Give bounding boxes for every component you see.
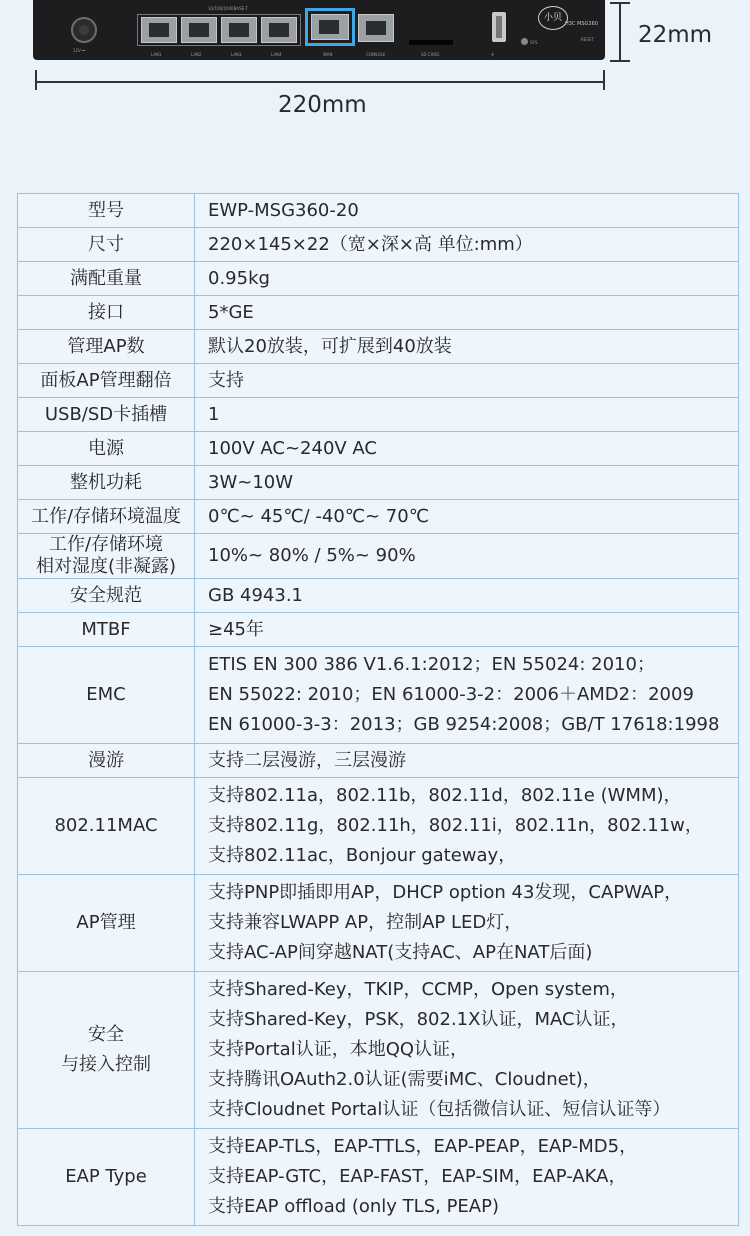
spec-value-line: 100V AC~240V AC bbox=[208, 437, 377, 459]
spec-row bbox=[18, 364, 739, 398]
sd-card-label: SD CARD bbox=[421, 52, 440, 57]
lan3-label: LAN3 bbox=[231, 52, 242, 57]
spec-value bbox=[195, 296, 739, 330]
spec-value-line: GB 4943.1 bbox=[208, 584, 304, 606]
spec-row bbox=[18, 262, 739, 296]
spec-key-line: EMC bbox=[86, 684, 126, 705]
spec-key bbox=[18, 579, 195, 613]
spec-value-line: 支持 bbox=[208, 369, 244, 391]
spec-key-line: 型号 bbox=[88, 199, 124, 221]
spec-key bbox=[18, 744, 195, 778]
spec-row bbox=[18, 647, 739, 744]
spec-key-line: 安全规范 bbox=[70, 584, 142, 606]
spec-value-line: 支持PNP即插即用AP，DHCP option 43发现，CAPWAP， bbox=[208, 882, 683, 903]
spec-row bbox=[18, 875, 739, 972]
spec-value bbox=[195, 579, 739, 613]
lan4-port bbox=[261, 17, 297, 43]
spec-key bbox=[18, 466, 195, 500]
width-dimension-line bbox=[35, 81, 605, 83]
spec-value-line: EN 61000-3-3：2013；GB 9254:2008；GB/T 17618:1998 bbox=[208, 714, 720, 735]
spec-value-line: 5*GE bbox=[208, 301, 254, 323]
spec-row bbox=[18, 613, 739, 647]
spec-value-line: 支持802.11g，802.11h，802.11i，802.11n，802.11w， bbox=[208, 815, 703, 836]
spec-value bbox=[195, 647, 739, 744]
spec-value bbox=[195, 875, 739, 972]
spec-row bbox=[18, 1129, 739, 1226]
lan3-port bbox=[221, 17, 257, 43]
spec-key bbox=[18, 1129, 195, 1226]
spec-value bbox=[195, 262, 739, 296]
wan-port bbox=[311, 14, 349, 40]
spec-key bbox=[18, 778, 195, 875]
spec-key-line: USB/SD卡插槽 bbox=[44, 403, 168, 425]
spec-key-line: 接口 bbox=[88, 301, 124, 323]
spec-key-line: 尺寸 bbox=[88, 233, 124, 255]
spec-key-line: AP管理 bbox=[76, 912, 136, 933]
power-label: 12V ⎓ bbox=[73, 48, 86, 53]
spec-key-line: 面板AP管理翻倍 bbox=[40, 369, 172, 391]
spec-value-line: 支持Shared-Key，TKIP，CCMP，Open system， bbox=[208, 979, 628, 1000]
spec-key-line: 安全 bbox=[88, 1024, 124, 1045]
spec-row bbox=[18, 534, 739, 579]
spec-row bbox=[18, 398, 739, 432]
spec-key bbox=[18, 364, 195, 398]
width-dimension-label: 220mm bbox=[278, 92, 367, 118]
spec-key-line: EAP Type bbox=[65, 1166, 147, 1187]
spec-row bbox=[18, 330, 739, 364]
spec-value-line: 10%~ 80% / 5%~ 90% bbox=[208, 545, 416, 566]
lan2-port bbox=[181, 17, 217, 43]
spec-value-line: 支持802.11ac，Bonjour gateway， bbox=[208, 845, 517, 866]
router-front-panel bbox=[33, 0, 605, 60]
spec-value-line: 支持EAP-GTC，EAP-FAST，EAP-SIM，EAP-AKA， bbox=[208, 1166, 627, 1187]
spec-value bbox=[195, 432, 739, 466]
width-dimension-tick-left bbox=[35, 70, 37, 90]
spec-value bbox=[195, 778, 739, 875]
spec-key-line: MTBF bbox=[81, 618, 131, 640]
spec-value-line: 支持EAP offload (only TLS, PEAP) bbox=[208, 1196, 499, 1217]
model-print: H3C MSG360 bbox=[565, 21, 598, 27]
spec-key bbox=[18, 330, 195, 364]
spec-value-line: 支持EAP-TLS，EAP-TTLS，EAP-PEAP，EAP-MD5， bbox=[208, 1136, 638, 1157]
sys-indicator bbox=[521, 38, 528, 45]
spec-key bbox=[18, 432, 195, 466]
usb-port bbox=[492, 12, 506, 42]
spec-value-line: 支持兼容LWAPP AP，控制AP LED灯， bbox=[208, 912, 523, 933]
spec-key-line: 802.11MAC bbox=[54, 815, 158, 836]
console-port bbox=[358, 14, 394, 42]
spec-value bbox=[195, 330, 739, 364]
sys-label: SYS bbox=[530, 40, 538, 45]
lan-port-group bbox=[137, 14, 301, 46]
spec-value-line: ETIS EN 300 386 V1.6.1:2012；EN 55024: 2010； bbox=[208, 654, 655, 675]
spec-key bbox=[18, 534, 195, 579]
console-label: CONSOLE bbox=[366, 52, 386, 57]
sd-card-slot bbox=[409, 40, 453, 45]
spec-value-line: 支持AC-AP间穿越NAT(支持AC、AP在NAT后面) bbox=[208, 942, 593, 963]
wan-port-highlight bbox=[305, 8, 355, 46]
spec-key-line: 漫游 bbox=[88, 749, 124, 771]
power-port bbox=[71, 17, 97, 43]
spec-value-line: 支持Portal认证，本地QQ认证， bbox=[208, 1039, 469, 1060]
spec-key bbox=[18, 613, 195, 647]
spec-value bbox=[195, 194, 739, 228]
spec-key bbox=[18, 500, 195, 534]
spec-key-line: 整机功耗 bbox=[70, 471, 142, 493]
spec-value bbox=[195, 534, 739, 579]
spec-value-line: 支持Cloudnet Portal认证（包括微信认证、短信认证等） bbox=[208, 1099, 671, 1120]
spec-table bbox=[17, 193, 739, 1226]
spec-value bbox=[195, 466, 739, 500]
spec-value-line: 支持Shared-Key，PSK，802.1X认证，MAC认证， bbox=[208, 1009, 629, 1030]
spec-value bbox=[195, 744, 739, 778]
spec-key-line: 满配重量 bbox=[70, 267, 142, 289]
spec-key bbox=[18, 262, 195, 296]
spec-row bbox=[18, 778, 739, 875]
spec-row bbox=[18, 744, 739, 778]
usb-icon: ⭍ bbox=[491, 52, 495, 57]
lan4-label: LAN4 bbox=[271, 52, 282, 57]
spec-value bbox=[195, 1129, 739, 1226]
lan2-label: LAN2 bbox=[191, 52, 202, 57]
spec-key bbox=[18, 875, 195, 972]
spec-key bbox=[18, 296, 195, 330]
lan1-label: LAN1 bbox=[151, 52, 162, 57]
spec-value-line: 1 bbox=[208, 403, 220, 425]
width-dimension-tick-right bbox=[603, 70, 605, 90]
spec-value bbox=[195, 398, 739, 432]
height-dimension-tick-top bbox=[610, 2, 630, 4]
spec-row bbox=[18, 500, 739, 534]
spec-value bbox=[195, 228, 739, 262]
spec-value-line: 220×145×22（宽×深×高 单位:mm） bbox=[208, 233, 533, 255]
spec-value-line: 支持802.11a，802.11b，802.11d，802.11e (WMM)， bbox=[208, 785, 682, 806]
spec-row bbox=[18, 194, 739, 228]
spec-value-line: EN 55022: 2010；EN 61000-3-2：2006＋AMD2：2009 bbox=[208, 684, 694, 705]
spec-value-line: 默认20放装，可扩展到40放装 bbox=[208, 335, 452, 357]
spec-value-line: 支持二层漫游，三层漫游 bbox=[208, 749, 406, 771]
height-dimension-line bbox=[619, 2, 621, 60]
spec-value bbox=[195, 613, 739, 647]
spec-key bbox=[18, 647, 195, 744]
reset-label: RESET bbox=[581, 37, 594, 42]
brand-logo: 小贝 bbox=[538, 6, 568, 30]
spec-row bbox=[18, 228, 739, 262]
spec-value-line: 3W~10W bbox=[208, 471, 294, 493]
lan1-port bbox=[141, 17, 177, 43]
spec-value-line: 支持腾讯OAuth2.0认证(需要iMC、Cloudnet)， bbox=[208, 1069, 601, 1090]
spec-key-line: 与接入控制 bbox=[61, 1054, 151, 1075]
spec-value-line: 0℃~ 45℃/ -40℃~ 70℃ bbox=[208, 505, 429, 527]
spec-row bbox=[18, 466, 739, 500]
spec-row bbox=[18, 972, 739, 1129]
spec-key bbox=[18, 398, 195, 432]
spec-key-line: 工作/存储环境 bbox=[48, 534, 164, 555]
wan-label: WAN bbox=[323, 52, 333, 57]
spec-value-line: EWP-MSG360-20 bbox=[208, 199, 359, 221]
spec-row bbox=[18, 296, 739, 330]
spec-key-line: 工作/存储环境温度 bbox=[30, 505, 182, 527]
spec-key bbox=[18, 972, 195, 1129]
height-dimension-tick-bottom bbox=[610, 60, 630, 62]
spec-row bbox=[18, 432, 739, 466]
spec-key-line: 管理AP数 bbox=[67, 335, 145, 357]
spec-key bbox=[18, 194, 195, 228]
spec-value bbox=[195, 500, 739, 534]
spec-value bbox=[195, 972, 739, 1129]
port-group-label: 10/100/1000BASE-T bbox=[208, 6, 248, 11]
spec-value bbox=[195, 364, 739, 398]
spec-value-line: 0.95kg bbox=[208, 267, 270, 289]
spec-value-line: ≥45年 bbox=[208, 618, 264, 640]
spec-row bbox=[18, 579, 739, 613]
spec-key-line: 电源 bbox=[88, 437, 124, 459]
spec-key-line: 相对湿度(非凝露) bbox=[35, 556, 177, 577]
spec-key bbox=[18, 228, 195, 262]
height-dimension-label: 22mm bbox=[638, 22, 713, 48]
